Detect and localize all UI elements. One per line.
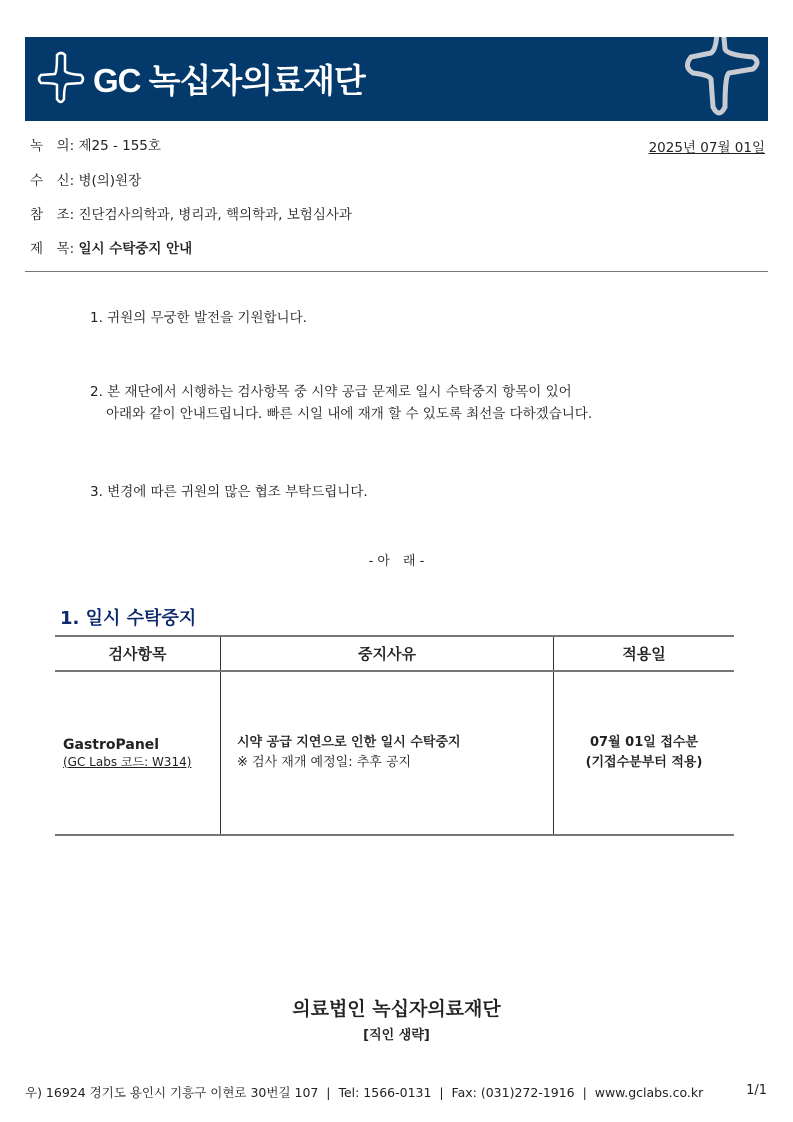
signature-name: 의료법인 녹십자의료재단: [292, 998, 501, 1020]
subject-value: 일시 수탁중지 안내: [78, 241, 193, 257]
reference-label: 참 조:: [30, 207, 75, 223]
cell-apply-date: [554, 671, 735, 835]
logo-text: GC 녹십자의료재단: [93, 62, 365, 99]
paragraph-3: 3. 변경에 따른 귀원의 많은 협조 부탁드립니다.: [90, 484, 368, 500]
test-item-code: (GC Labs 코드: W314): [63, 754, 192, 769]
seal-omitted: [직인 생략]: [363, 1028, 430, 1043]
table-row: [55, 671, 734, 835]
apply-date-line-1: 07월 01일 접수분: [589, 735, 699, 750]
cell-reason: [221, 671, 554, 835]
doc-number-label: 녹 의:: [30, 138, 75, 154]
recipient-value: 병(의)원장: [78, 173, 142, 189]
header-test-item: 검사항목: [55, 636, 221, 671]
reference-row: [30, 203, 352, 223]
paragraph-2-line-1: 2. 본 재단에서 시행하는 검사항목 중 시약 공급 문제로 일시 수탁중지 항목이 있어: [90, 384, 572, 400]
header-apply-date: 적용일: [554, 636, 735, 671]
cell-test-item: [55, 671, 221, 835]
logo-cross-icon: [33, 49, 89, 109]
doc-number-row: [30, 134, 161, 154]
paragraph-2: [90, 381, 592, 425]
section-title: 1. 일시 수탁중지: [60, 608, 197, 629]
header-divider: [25, 271, 768, 272]
recipient-row: [30, 169, 141, 189]
table-header-row: [55, 636, 734, 671]
header-banner: [25, 37, 768, 121]
reason-note: ※ 검사 재개 예정일: 추후 공지: [237, 755, 412, 770]
document-date: 2025년 07월 01일: [648, 140, 765, 156]
below-marker: - 아 래 -: [368, 554, 425, 569]
paragraph-1: 1. 귀원의 무궁한 발전을 기원합니다.: [90, 310, 307, 326]
header-reason: 중지사유: [221, 636, 554, 671]
subject-row: [30, 237, 192, 257]
subject-label: 제 목:: [30, 241, 75, 257]
reference-value: 진단검사의학과, 병리과, 핵의학과, 보험심사과: [78, 207, 352, 223]
apply-date-line-2: (기접수분부터 적용): [585, 755, 703, 770]
decorative-cross-icon: [683, 37, 768, 121]
suspension-table: [55, 635, 734, 836]
page-number: 1/1: [746, 1083, 767, 1098]
doc-number-value: 제25 - 155호: [78, 138, 161, 154]
test-item-name: GastroPanel: [63, 736, 160, 753]
reason-text: 시약 공급 지연으로 인한 일시 수탁중지: [237, 735, 461, 750]
footer-contact: 우) 16924 경기도 용인시 기흥구 이현로 30번길 107 | Tel: 1566-0131 | Fax: (031)272-1916 | www.gclabs.co.kr: [25, 1085, 704, 1100]
recipient-label: 수 신:: [30, 173, 75, 189]
paragraph-2-line-2: 아래와 같이 안내드립니다. 빠른 시일 내에 재개 할 수 있도록 최선을 다하겠습니다.: [106, 406, 593, 422]
